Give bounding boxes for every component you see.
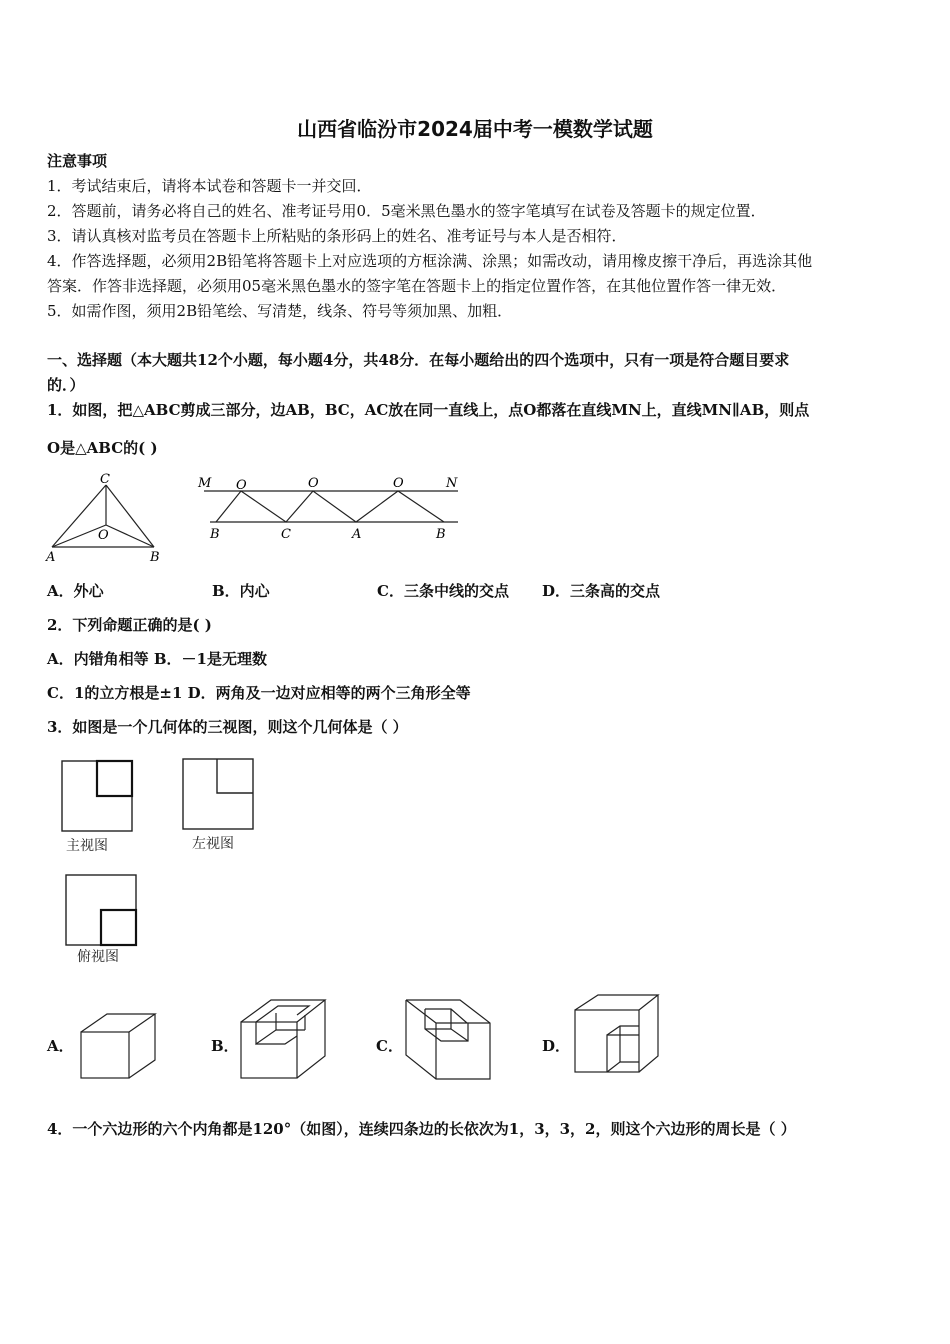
option-b-solid xyxy=(238,998,330,1084)
label-n: N xyxy=(446,476,458,491)
q2-stem: 2．下列命题正确的是( ) xyxy=(47,616,212,634)
q1-option-b: B．内心 xyxy=(212,582,270,600)
label-o3: O xyxy=(393,476,404,491)
top-view-label: 俯视图 xyxy=(77,949,119,965)
label-o1: O xyxy=(236,478,247,493)
notice-item: 4．作答选择题，必须用2B铅笔将答题卡上对应选项的方框涂满、涂黑；如需改动，请用橡皮擦干净后，再选涂其他 xyxy=(47,252,813,270)
page-title: 山西省临汾市2024届中考一模数学试题 xyxy=(297,117,653,141)
notice-item: 2．答题前，请务必将自己的姓名、准考证号用0．5毫米黑色墨水的签字笔填写在试卷及答题卡的规定位置． xyxy=(47,202,766,220)
label-a2: A xyxy=(352,527,362,542)
q1-option-a: A．外心 xyxy=(47,582,104,600)
left-view-figure xyxy=(181,757,257,831)
notice-item: 答案．作答非选择题，必须用05毫米黑色墨水的签字笔在答题卡上的指定位置作答，在其他位置作答一律无效． xyxy=(47,277,787,295)
label-b2: B xyxy=(436,527,446,542)
option-c-solid xyxy=(403,997,495,1083)
notice-item: 3．请认真核对监考员在答题卡上所粘贴的条形码上的姓名、准考证号与本人是否相符． xyxy=(47,227,627,245)
label-b1: B xyxy=(210,527,220,542)
q1-stem-cont: O是△ABC的( ) xyxy=(47,439,158,457)
section-heading: 一、选择题（本大题共12个小题，每小题4分，共48分．在每小题给出的四个选项中，只有一项是符合题目要求 xyxy=(47,351,790,369)
q3-option-b-label: B． xyxy=(211,1037,239,1055)
label-c: C xyxy=(100,472,110,487)
q1-option-c: C．三条中线的交点 xyxy=(377,582,509,600)
label-o2: O xyxy=(308,476,319,491)
notice-heading: 注意事项 xyxy=(47,152,108,170)
option-d-solid xyxy=(572,992,664,1078)
q1-stem: 1．如图，把△ABC剪成三部分，边AB，BC，AC放在同一直线上，点O都落在直线MN上，直线MN∥AB，则点 xyxy=(47,401,810,419)
q1-option-d: D．三条高的交点 xyxy=(542,582,661,600)
notice-item: 5．如需作图，须用2B铅笔绘、写清楚，线条、符号等须加黑、加粗． xyxy=(47,302,513,320)
q3-option-a-label: A． xyxy=(47,1037,74,1055)
label-o: O xyxy=(98,528,109,543)
q1-line-figure xyxy=(196,470,466,550)
label-c2: C xyxy=(281,527,291,542)
q2-options-row1: A．内错角相等 B．－1是无理数 xyxy=(47,650,267,668)
label-b: B xyxy=(150,550,160,565)
left-view-label: 左视图 xyxy=(192,836,234,852)
option-a-cube xyxy=(78,1010,160,1082)
notice-item: 1．考试结束后，请将本试卷和答题卡一并交回． xyxy=(47,177,372,195)
q1-triangle-figure xyxy=(44,470,174,565)
q2-options-row2: C．1的立方根是±1 D．两角及一边对应相等的两个三角形全等 xyxy=(47,684,471,702)
label-a: A xyxy=(46,550,56,565)
front-view-label: 主视图 xyxy=(66,838,108,854)
front-view-figure xyxy=(60,759,136,833)
label-m: M xyxy=(198,476,212,491)
top-view-figure xyxy=(64,873,140,947)
q4-stem: 4．一个六边形的六个内角都是120°（如图），连续四条边的长依次为1，3，3，2，则这个六边形的周长是（ ） xyxy=(47,1120,796,1138)
q3-option-d-label: D． xyxy=(542,1037,571,1055)
q3-option-c-label: C． xyxy=(376,1037,403,1055)
q3-stem: 3．如图是一个几何体的三视图，则这个几何体是（ ） xyxy=(47,718,408,736)
section-heading-cont: 的．） xyxy=(47,376,85,394)
